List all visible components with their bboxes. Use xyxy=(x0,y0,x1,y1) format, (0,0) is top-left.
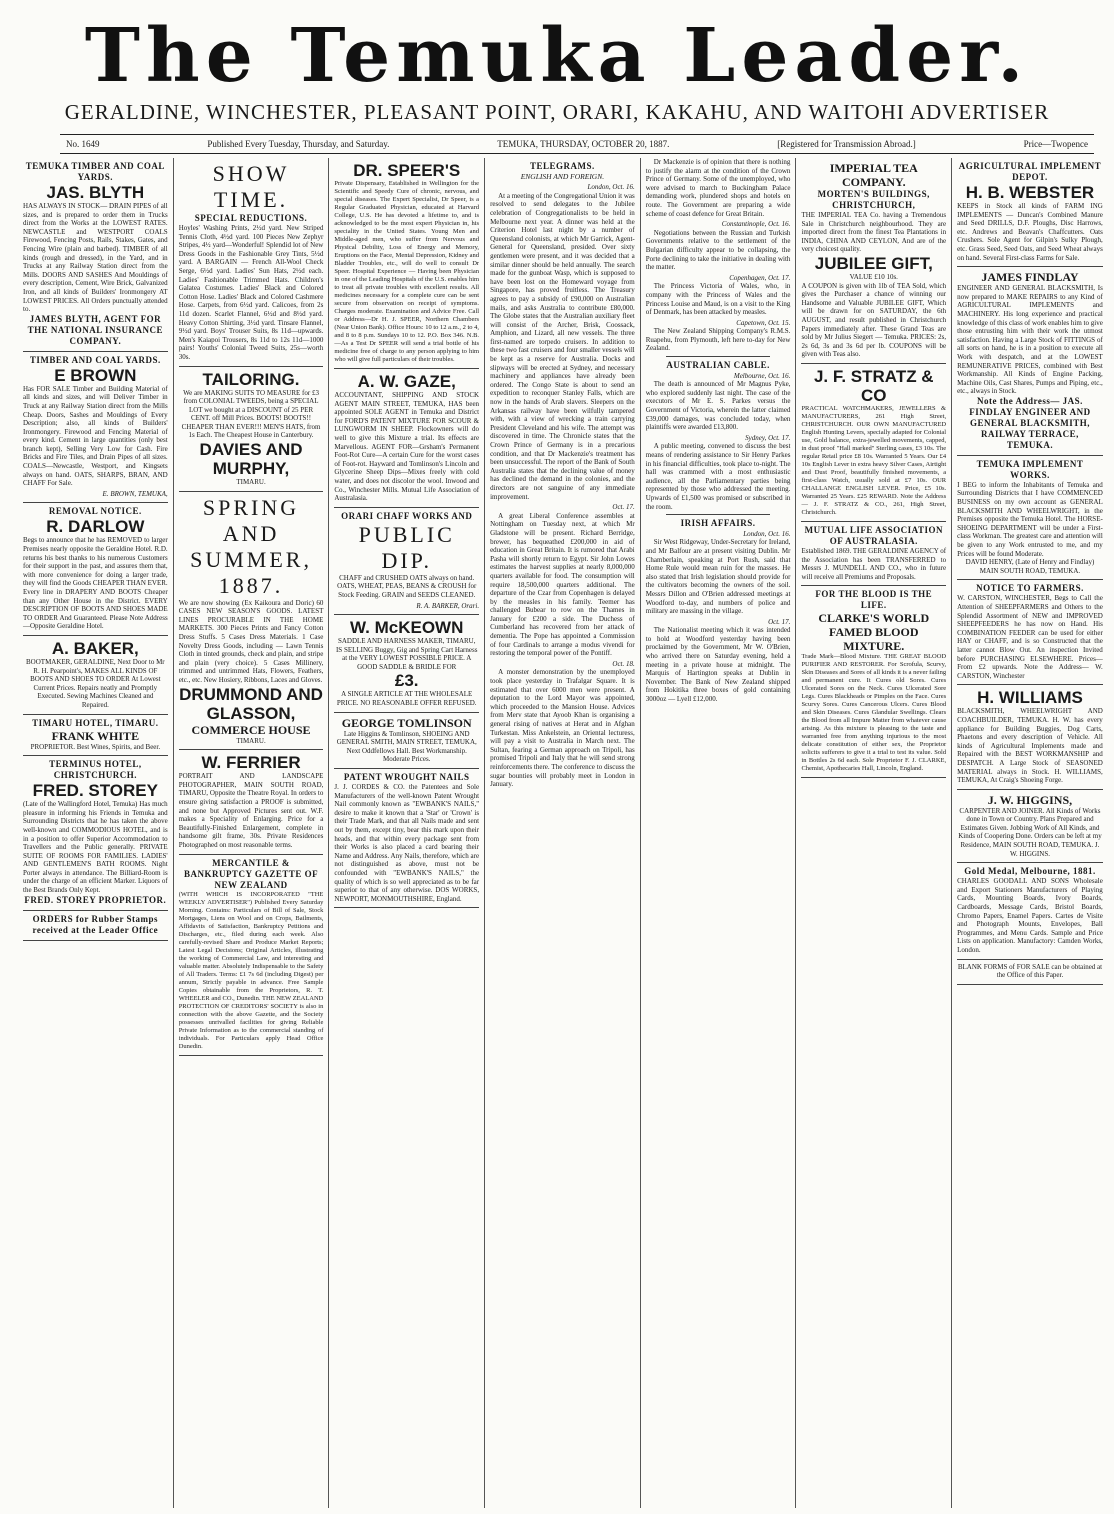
column-7 xyxy=(952,158,1108,1508)
section-heading: IRISH AFFAIRS. xyxy=(680,518,756,529)
ad-findlay xyxy=(957,267,1103,456)
ad-heading: Gold Medal, Melbourne, 1881. xyxy=(964,866,1096,877)
ad-body: SADDLE AND HARNESS MAKER, TIMARU, IS SELLING Buggy, Gig and Spring Cart Harness at the VERY LOWEST POSSIBLE PRICE. A GOOD SADDLE & BRIDLE FOR xyxy=(335,637,478,671)
ad-price: £3. xyxy=(394,671,419,691)
ad-carston xyxy=(957,580,1103,685)
ad-name: FRED. STOREY xyxy=(32,781,158,801)
ad-gazette xyxy=(179,855,324,1056)
ad-mckeown xyxy=(334,615,479,713)
article-text: The New Zealand Shipping Company's R.M.S. Ruapehu, from Plymouth, left here to-day for New Zealand. xyxy=(645,327,791,353)
ad-tailoring xyxy=(179,367,324,492)
ad-orari-chaff xyxy=(334,508,479,615)
ad-body: ACCOUNTANT, SHIPPING AND STOCK AGENT MAIN STREET, TEMUKA, HAS been appointed SOLE AGENT in Temuka and District for FORD'S PATENT MIXTURE FOR SCOUR & LUNGWORM IN SHEEP. Flockowners will do well to give this Mixture a trial. Its effects are Marvellous. AGENT FOR—Grsham's Permanent Foot-Rot Cure—A certain Cure for the worst cases of Foot-rot. Hayward and Tomlinson's Lincoln and Glycerine Sheep Dips—Mixes freely with cold water, and does not discolor the wool. Inwood and Co., Winchester Mills. Mutual Life Association of Australasia. xyxy=(334,391,480,503)
ad-subheading: PUBLIC DIP. xyxy=(358,521,455,573)
ad-heading: MERCANTILE & BANKRUPTCY GAZETTE OF NEW ZEALAND xyxy=(183,857,319,890)
ad-heading: ORARI CHAFF WORKS AND xyxy=(341,510,473,521)
ad-body: BOOTMAKER, GERALDINE, Next Door to Mr R. H. Pearpoint's, MAKES ALL KINDS OF BOOTS AND SHOES TO ORDER At Lowest Current Prices. Repairs neatly and Promptly Executed. Sewing Machines Cleaned and Repaired. xyxy=(26,657,165,709)
newspaper-title: The Temuka Leader. xyxy=(84,13,1030,99)
ad-body: KEEPS in Stock all kinds of FARM ING IMPLEMENTS — Duncan's Combined Manure and Seed DRILLS, D.F. Ploughs, Disc Harrows, etc. Andrews and Beavan's Chaffcutters. Oats Crushers. Sole Agent for Gilpin's Sulky Plough, etc. Grass Seed, Seed Oats, and Seed Wheat always on hand. Several First-class Farms for Sale. xyxy=(957,202,1103,262)
ad-heading: SHOW TIME. xyxy=(212,161,290,212)
dateline-place: Constantinople, Oct. 16. xyxy=(721,220,791,229)
ad-name: R. DARLOW xyxy=(46,517,145,537)
ad-body: We are MAKING SUITS TO MEASURE for £3 from COLONIAL TWEEDS, being a SPECIAL LOT we bought at a DISCOUNT of 25 PER CENT. off Mill Prices. BOOTS! BOOTS!! CHEAPER THAN EVER!!! MEN'S HATS, from 1s Each. The Cheapest House in Canterbury. xyxy=(181,388,321,440)
ad-williams xyxy=(957,685,1103,789)
ad-signature: JAMES BLYTH, AGENT FOR THE NATIONAL INSURANCE COMPANY. xyxy=(27,313,164,346)
ad-spring-summer xyxy=(179,492,324,751)
ad-name: GEORGE TOMLINSON xyxy=(341,715,472,730)
ad-speer xyxy=(334,158,479,369)
dateline xyxy=(60,134,1094,154)
ad-body: (Late of the Wallingford Hotel, Temuka) Has much pleasure in informing his Friends in Temuka and Surrounding Districts that he has taken the above well-known and COMMODIOUS HOTEL, and is in a position to offer Superior Accommodation to Travellers and the Public generally. PRIVATE SUITE OF ROOMS FOR FAMILIES. LADIES' AND GENTLEMEN'S BATH ROOMS. Night Porter always in attendance. The Billiard-Room is under the charge of an efficient Marker. Liquors of the Best Brands Only Kept. xyxy=(23,800,168,895)
ad-imperial-tea xyxy=(801,158,946,364)
column-3 xyxy=(329,158,485,1508)
article-text: Dr Mackenzie is of opinion that there is nothing to justify the alarm at the condition of the Crown Prince of Germany. Some of the unemployed, who were advised to march to Buckingham Palace demanding work, plundered shops and hotels en route. The Government are preparing a wide scheme of coast defence for Great Britain. xyxy=(645,158,791,218)
ad-heading: PATENT WROUGHT NAILS xyxy=(343,772,470,783)
ad-heading: IMPERIAL TEA COMPANY. xyxy=(829,161,918,189)
ad-body: Has FOR SALE Timber and Building Material of all kinds and sizes, and will Deliver Timber in Truck at any Railway Station direct from the Mills Cheap. Doors, Sashes and Mouldings of Every Description; also, all kinds of Builders' Ironmongery. Firewood and Fencing Material of every kind. Cement in large quantities (only best branch kept), Selling Very Low for Cash. Fire Bricks and Fire Tiles, and Drain Pipes of all sizes. COALS—Newcastle, Westport, and Kingsets always on hand. OATS, SHARPS, BRAN, AND CHAFF For Sale. xyxy=(23,384,168,488)
ad-name: H. B. WEBSTER xyxy=(965,183,1095,202)
masthead xyxy=(0,0,1114,128)
article-text: At a meeting of the Congregational Union it was resolved to send delegates to the Jubilee celebration of Congregationalists to be held in Melbourne next year. A dinner was held at the Criterion Hotel last night by a number of Queensland colonists, at which Mr Garrick, Agent-General for Queensland, presided. Over sixty gentlemen were present, and it was decided that a similar dinner should be held annually. The search made for the gunboat Wasp, which is supposed to have been lost on the Homeward voyage from Singapore, has proved fruitless. The Treasury agrees to pay a subsidy of £90,000 on Australian mails, and asks Australia to contribute £80,000. The Globe states that the Australian auxiliary fleet will consist of the Archer, Brisk, Coossack, Amphion, and Lizard, all new vessels. The three first-named are torpedo cruisers. In addition to these two fast cruisers and four smaller vessels will be kept as a reserve for Australia. Docks and slipways will be erected at Sydney, and necessary machinery and appliances have already been ordered. The Congo State is about to send an expedition to reconquer Stanley Falls, which are now in the hands of Arab slavers. Sleepers on the Arkansas railway have been wilfully tampered with, with a view of wrecking a train carrying President Cleveland and his wife. The attempt was discovered in time. The Chronicle states that the Crown Prince of Germany is in a precarious condition, and that Dr Mackenzie's treatment has been unsuccessful. The report of the Bank of South Australia states that the declining value of money has declined the demand in the colonies, and the directors are not sanguine of any immediate improvement. xyxy=(490,191,635,501)
ad-darlow xyxy=(23,503,168,636)
dateline-place: Oct. 17. xyxy=(612,503,635,512)
ad-body: BLANK FORMS of FOR SALE can be obtained at the Office of this Paper. xyxy=(957,962,1103,980)
ad-body: ORDERS for Rubber Stamps received at the Leader Office xyxy=(32,913,159,935)
ad-storey xyxy=(23,756,168,911)
ad-name: H. WILLIAMS xyxy=(977,688,1083,708)
ad-clarke-blood-mixture xyxy=(801,586,946,778)
ad-body: CHAFF and CRUSHED OATS always on hand. OATS, WHEAT, PEAS, BEANS & CROUSH for Stock Feeding. GRAIN and SEEDS CLEANED. xyxy=(337,573,477,599)
ad-body: BLACKSMITH, WHEELWRIGHT AND COACHBUILDER, TEMUKA. H. W. has every appliance for Building Buggies, Dog Carts, Phaetons and every description of Vehicle. All kinds of Agricultural Implements made and Repaired with the BEST WORKMANSHIP and DESPATCH. A Large Stock of SEASONED MATERIAL always in Stock. H. WILLIAMS, TEMUKA, At Craig's Shoeing Forge. xyxy=(957,707,1103,785)
ad-name: DR. SPEER'S xyxy=(353,161,461,180)
ad-body: Late Higgins & Tomlinson, SHOEING AND GENERAL SMITH, MAIN STREET, TEMUKA, Next Oddfellows Hall. Best Workmanship. Moderate Prices. xyxy=(336,729,477,764)
ad-subheading: MORTEN'S BUILDINGS, CHRISTCHURCH, xyxy=(817,189,930,210)
ad-subheading: COMMERCE HOUSE xyxy=(191,722,311,737)
ad-body: CHARLES GOODALL AND SONS Wholesale and Export Stationers Manufacturers of Playing Cards, Mounting Boards, Ivory Boards, Cardboards, Message Cards, Bristol Boards, Chromo Papers, Enamel Papers. Cartes de Visite and Photograph Mounts, Envelopes, Ball Programmes, and Menu Cards. Sample and Price Lists on application. Manufactory: Camden Works, London. xyxy=(957,877,1103,954)
article-text: The Princess Victoria of Wales, who, in company with the Princess of Wales and the Princess Louise and Maud, is on a visit to the King of Denmark, has been attacked by measles. xyxy=(645,282,791,317)
ad-body: ENGINEER AND GENERAL BLACKSMITH, Is now prepared to MAKE REPAIRS to any Kind of AGRICULTURAL IMPLEMENTS and MACHINERY. His long experience and practical knowledge of this class of work enables him to give those entrusting him with their work the utmost satisfaction. Having a Large Stock of FITTINGS of all sorts on hand, he is in a position to execute all Work with despatch, and at the LOWEST REMUNERATIVE PRICES, combined with Best Workmanship. All Kinds of Engine Packing, Machine Oils, Cast Shares, Pumps and Piping, etc., etc., always in Stock. xyxy=(957,284,1103,396)
article-text: Sir West Ridgeway, Under-Secretary for Ireland, and Mr Balfour are at present visiting Dublin. Mr Chamberlain, speaking at Port Rush, said that Home Rule would mean ruin for the masses. He also stated that Irish legislation should provide for the cultivators becoming the owners of the soil. Messrs Dillon and O'Brien addressed meetings at Woodford to-day, and numbers of police and military are massing in the village. xyxy=(645,538,791,616)
ad-name: W. FERRIER xyxy=(201,753,301,773)
ad-name: E BROWN xyxy=(54,365,137,385)
ad-body: I BEG to inform the Inhabitants of Temuka and Surrounding Districts that I have COMMENCED BUSINESS on my own account as GENERAL BLACKSMITH AND WHEELWRIGHT, in the Premises opposite the Temuka Hotel. The HORSE-SHOEING DEPARTMENT will be under a First-class Workman. The greatest care and attention will be given to any Work entrusted to me, and my Prices will be found Moderate. xyxy=(957,480,1103,558)
ad-heading: SPRING AND SUMMER, 1887. xyxy=(190,494,312,598)
article-text: The death is announced of Mr Magnus Pyke, who explored suddenly last night. The case of the executors of Mr E. S. Parkes versus the Government of Victoria, wherein the latter claimed £39,000 damages, was concluded today, when plaintiffs were awarded £13,800. xyxy=(645,380,791,432)
ad-heading: TEMUKA IMPLEMENT WORKS. xyxy=(976,458,1084,480)
divider xyxy=(666,514,771,515)
newspaper-subtitle: GERALDINE, WINCHESTER, PLEASANT POINT, ORARI, KAKAHU, AND WAITOHI ADVERTISER xyxy=(64,100,1050,124)
article-text: The Nationalist meeting which it was intended to hold at Woodford yesterday having been proclaimed by the Government, Mr W. O'Brien, who arrived there on Saturday evening, held a meeting in a private house at midnight. The Marquis of Hartington speaks at Dublin in November. The Bank of New Zealand shipped from Hokitika three boxes of gold containing 3000oz — Lyell £12,000. xyxy=(645,626,791,704)
divider xyxy=(666,356,771,357)
dateline-place: London, Oct. 16. xyxy=(587,183,635,192)
ad-goodall xyxy=(957,863,1103,959)
ad-show-time xyxy=(179,158,324,367)
issue-number: No. 1649 xyxy=(66,139,100,149)
dateline-place: Oct. 17. xyxy=(768,617,791,626)
issue-date: TEMUKA, THURSDAY, OCTOBER 20, 1887. xyxy=(497,139,670,149)
ad-stratz xyxy=(801,364,946,522)
ad-heading: REMOVAL NOTICE. xyxy=(48,506,142,517)
ad-subheading: SPECIAL REDUCTIONS. xyxy=(194,213,308,223)
ad-stamps xyxy=(23,911,168,941)
ad-heading: TAILORING. xyxy=(202,369,300,389)
publication-schedule: Published Every Tuesday, Thursday, and Saturday. xyxy=(207,139,390,149)
column-5 xyxy=(641,158,797,1508)
ad-nails xyxy=(334,769,479,908)
ad-body-tail: A SINGLE ARTICLE AT THE WHOLESALE PRICE. NO REASONABLE OFFER REFUSED. xyxy=(336,690,477,708)
ad-mutual-life xyxy=(801,522,946,586)
ad-brown xyxy=(23,352,168,504)
ad-heading: TIMBER AND COAL YARDS. xyxy=(29,354,161,365)
ad-tomlinson xyxy=(334,713,479,769)
ad-signature: DAVID HENRY, (Late of Henry and Findlay) MAIN SOUTH ROAD, TEMUKA. xyxy=(965,558,1095,575)
article-text: A great Liberal Conference assembles at Nottingham on Tuesday next, at which Mr Gladstone will be present. Richard Berridge, brewer, has bequeathed £200,000 in aid of education in Great Britain. It is rumored that Arabi Pasha will shortly return to Egypt. Sir John Lowes estimates the harvest supplies at nearly 8,000,000 quarters available for food. The consumption will require 18,500,000 quarters additional. The departure of the Czar from Copenhagen is delayed by the measles in his family. Teemer has challenged Bubear to row on the Thames in January for £200 a side. The Duchess of Cumberland has recovered from her attack of dementia. The Pope has appointed a Commission of four Cardinals to arrange a modus vivendi for restoring the temporal power of the Pontiff. xyxy=(490,511,635,658)
ad-gaze xyxy=(334,369,479,508)
section-heading: TELEGRAMS. xyxy=(530,161,595,171)
ad-name: J. W. HIGGINS, xyxy=(987,792,1073,807)
ad-body: (WITH WHICH IS INCORPORATED "THE WEEKLY ADVERTISER") Published Every Saturday Morning. Contains: Particulars of Bill of Sale, Stock Mortgages, Liens on Wool and on Crops, Bailments, Affidavits of Satisfaction, Bankruptcy Petitions and Discharges, etc., filed during each week. Also carefully-revised Share and Produce Market Reports; Latest Legal Decisions; Original Articles, illustrating the working of Commercial Law, and interesting and valuable matter. Absolutely Indispensable to the Safety of All Traders. Terms: £1 7s 6d (including Digest) per annum, Strictly payable in advance. Free Sample Copies obtainable from the Proprietors, R. T. WHEELER and CO., Dunedin. THE NEW ZEALAND PROTECTION OF CREDITORS' SOCIETY is also in connection with the above Gazette, and the Society possesses unrivalled facilities for giving Reliable Private Information as to the commercial standing of individuals. For Particulars apply Head Office Dunedin. xyxy=(178,890,324,1050)
article-text: Negotiations between the Russian and Turkish Governments relative to the settlement of the Bulgarian difficulty appear to be collapsing, the Porte declining to take the initiative in dealing with the matter. xyxy=(645,228,791,272)
column-4 xyxy=(485,158,641,1508)
ad-body: A COUPON is given with 1lb of TEA Sold, which gives the Purchaser a chance of winning our Handsome and Valuable JUBILEE GIFT, Which will be drawn for on SATURDAY, the 6th AUGUST, and result published in Christchurch Papers immediately after. These Grand Teas are sold by Mr Julius Siegert — Temuka. PRICES: 2s, 2s 6d, 3s and 3s 6d per lb. COUPONS will be given with Teas also. xyxy=(801,281,947,359)
ad-name: FRANK WHITE xyxy=(51,728,140,743)
ad-body: Private Dispensary, Established in Wellington for the Scientific and Speedy Cure of chronic, nervous, and special diseases. The Expert Specialist, Dr Speer, is a Regular Graduated Physician, educated at Harvard College, U.S. He has devoted a lifetime to, and is acknowledged to be the most expert Physician in, his speciality in the United States. Young Men and Middle-aged men, who suffer from Nervous and Physical Debility, Loss of Energy and Memory, Eruptions on the Face, Mental Depression, Kidney and Bladder Troubles, etc., will do well to consult Dr Speer. Hospital Experience — Having been Physician in one of the Leading Hospitals of the U.S. enables him to treat all private troubles with excellent results. All medicines necessary for a complete cure can be sent secure from observation on receipt of symptoms. Charges moderate. Examination and Advice Free. Call or Address—Dr H. J. SPEER, Northern Chambers (Near Union Bank). Office Hours: 10 to 12 a.m., 2 to 4, and 8 to 8 p.m. Sundays 10 to 12. P.O. Box 346. N.B.—As a Test Dr SPEER will send a trial bottle of his medicine free of charge to any person applying to him who will give full particulars of their troubles. xyxy=(334,180,480,363)
ad-name: DRUMMOND AND GLASSON, xyxy=(179,684,323,723)
dateline-place: London, Oct. 16. xyxy=(743,529,791,538)
ad-signature: Note the Address— JAS. FINDLAY ENGINEER AND GENERAL BLACKSMITH, RAILWAY TERRACE, TEMUKA. xyxy=(969,395,1091,450)
ad-place: TIMARU. xyxy=(236,478,266,487)
column-2 xyxy=(174,158,330,1508)
ad-body: Begs to announce that he has REMOVED to larger Premises nearly opposite the Geraldine Hotel. R.D. returns his best thanks to his numerous Customers for their support in the past, and assures them that, with more convenience for doing a larger trade, they will find the Goods CHEAPER THAN EVER. Every line in DRAPERY AND BOOTS Cheaper than any Other House in the District. EVERY DESCRIPTION OF BOOTS AND SHOES MADE TO ORDER And Guaranteed. Please Note Address—Opposite Geraldine Hotel. xyxy=(23,536,168,631)
ad-name: JAS. BLYTH xyxy=(46,183,145,202)
section-heading: AUSTRALIAN CABLE. xyxy=(666,360,770,371)
ad-heading: MUTUAL LIFE ASSOCIATION OF AUSTRALASIA. xyxy=(804,524,943,546)
columns xyxy=(18,158,1108,1508)
ad-name: DAVIES AND MURPHY, xyxy=(199,440,303,479)
ad-body: THE IMPERIAL TEA Co. having a Tremendous Sale in Christchurch neighbourhood. They are imported direct from the finest Tea Plantations in INDIA, CHINA AND CEYLON, And are of the very choicest quality. xyxy=(801,211,947,254)
dateline-place: Copenhagen, Oct. 17. xyxy=(729,273,791,282)
column-1 xyxy=(18,158,174,1508)
ad-higgins xyxy=(957,790,1103,864)
ad-body: PORTRAIT AND LANDSCAPE PHOTOGRAPHER, MAIN SOUTH ROAD, TIMARU, Opposite the Theatre Royal. In orders to ensure giving satisfaction a PROOF is submitted, and none but Approved Pictures sent out. W.F. makes a Speciality of Enlarging. Price for a Beautifully-Finished Enlargement, complete in handsome gilt frame, 30s. Private Residences Photographed on most reasonable terms. xyxy=(178,772,324,849)
ad-price: VALUE £10 10s. xyxy=(849,272,898,281)
ad-webster xyxy=(957,158,1103,267)
dateline-place: Sydney, Oct. 17. xyxy=(745,433,791,442)
dateline-place: Melbourne, Oct. 16. xyxy=(733,371,791,380)
ad-name: J. F. STRATZ & CO xyxy=(813,366,934,405)
ad-body: We are now showing (Ex Kaikoura and Doric) 60 CASES NEW SEASON'S GOODS. LATEST LINES PROCURABLE IN THE HOME MARKETS. 300 Pieces Prints and Fancy Cotton Dress Stuffs. 5 Cases Dress Materials. 1 Case Novelty Dress Goods, including — Lawn Tennis Cloth in tinted grounds, check and plain, and stripe and plain (very choice). 5 Cases Millinery, trimmed and untrimmed Hats, Flowers, Feathers, etc., etc. New Hosiery, Ribbons, Laces and Gloves. xyxy=(178,598,324,684)
column-6 xyxy=(796,158,952,1508)
ad-heading: AGRICULTURAL IMPLEMENT DEPOT. xyxy=(958,161,1102,182)
ad-signature: FRED. STOREY PROPRIETOR. xyxy=(24,894,167,905)
ad-body: PRACTICAL WATCHMAKERS, JEWELLERS & MANUFACTURERS, 261 High Street, CHRISTCHURCH. OUR OWN MANUFACTURED English Hunting Levers, specially adapted for Colonial use, Gold balance, extra-jewelled movements, capped, in dust proof "Hall marked" Sterling cases, £3 10s. The regular Retail price £8 10s. Warranted 5 Years. Our £4 10s English Lever in extra heavy Silver Cases, Airtight and Dust Proof, beautifully finished movements, a first-class Watch, usually sold at £7 10s. OUR CHALLANGE ENGLISH LEVER. Price, £5 10s. Warranted 25 Years. £25 REWARD. Note the Address— J. F. STRATZ & CO., 261, High Street, Christchurch. xyxy=(801,404,947,516)
ad-body: Hoyles' Washing Prints, 2½d yard. New Striped Tennis Cloth, 4½d yard. 100 Pieces New Zephyr Stripes, 4½ yard—Wonderful! Splendid lot of New Dress Goods in the Fashionable Grey Tints, 5½d yard. A BARGAIN — French All-Wool Check Serge, 6½d yard. Ladies' Sun Hats, 2½d each. Ladies' Fashionable Trimmed Hats. Children's Galatea Costumes. Ladies' Black and Colored Cotton Hose. Ladies' Black and Colored Cashmere Hose. Carpets, from 6½d yard. Calicoes, from 2s 11d dozen. Scarlet Flannel, 6½d and 8½d yard. Heavy Cotton Shirting, 3½d yard. Tinsare Flannel, 9½d yard. Boys' Trouser Suits, 8s 11d—upwards. Men's Kaiapoi Trousers, 8s 11d to 12s 11d—1000 pairs! Youths' Colonial Tweed Suits, 25s—worth 30s. xyxy=(178,224,324,361)
ad-timaru-hotel xyxy=(23,715,168,757)
ad-signature: E. BROWN, TEMUKA, xyxy=(102,489,168,498)
article-text: A public meeting, convened to discuss the best means of rendering assistance to Sir Henry Parkes in his financial difficulties, took place to-night. The hall was crammed with a most enthusiastic audience, all the Parliamentary parties being represented by those who addressed the meeting. Upwards of £1,500 was promised or subscribed in the room. xyxy=(645,442,791,511)
ad-heading: NOTICE TO FARMERS. xyxy=(976,583,1084,594)
ad-body: W. CARSTON, WINCHESTER, Begs to Call the Attention of SHEEPFARMERS and Others to the Splendid Assortment of NEW and IMPROVED SHEEPFEEDERS he has now on Hand. His COMBINATION FEEDER can be used for either HAY or CHAFF, and is so Constructed that the latter cannot Blow Out. An inspection Invited before PURCHASING ELSEWHERE. Prices—From £2 upwards. Note the Address— W. CARSTON, Winchester xyxy=(957,594,1103,680)
ad-name: JUBILEE GIFT, xyxy=(814,253,933,273)
ad-heading: TIMARU HOTEL, TIMARU. xyxy=(32,717,159,728)
registration-note: [Registered for Transmission Abroad.] xyxy=(777,139,916,149)
issue-price: Price—Twopence xyxy=(1023,139,1088,149)
ad-body: J. J. CORDES & CO. the Patentees and Sole Manufacturers of the well-known Patent Wrought Nail commonly known as "EWBANK'S NAILS," desire to make it known that a 'Star' or 'Crown' is their Trade Mark, and that all Nails made and sent out by them, except tiny, bear this mark upon their heads, and that within every package sent from their Works is also placed a card bearing their Name and Address. Any Nails, therefore, which are not distinguished as above, must not be confounded with "EWBANK'S NAILS," the quality of which is so well appreciated as to be far superior to that of any otherwise. DOS WORKS, NEWPORT, MONMOUTHSHIRE, England. xyxy=(334,783,480,903)
ad-implement-works xyxy=(957,456,1103,581)
ad-name: A. W. GAZE, xyxy=(357,372,456,391)
ad-blank-forms xyxy=(957,960,1103,985)
ad-signature: R. A. BARKER, Orari. xyxy=(416,601,480,610)
article-text: A monster demonstration by the unemployed took place yesterday in Trafalgar Square. It is estimated that over 6000 men were present. A deputation to the Lord Mayor was appointed, which proceeded to the Mansion House. Advices from Merv state that Ayoob Khan is organising a general rising of natives at Herat and in Afghan Turkestan. Miss Ankelstein, an Oriental lecturess, will pay a visit to Australia in March next. The Sultan, fearing a German approach on Tripoli, has promised Tripoli and Italy that he will send strong reinforcements there. The conference to discuss the sugar bounties will probably meet in London in January. xyxy=(490,668,635,789)
section-subheading: ENGLISH AND FOREIGN. xyxy=(520,171,605,181)
ad-body: HAS ALWAYS IN STOCK— DRAIN PIPES of all sizes, and is prepared to order them in Trucks direct from the Works at the LOWEST RATES. NEWCASTLE and WESTPORT COALS Firewood, Fencing Posts, Rails, Stakes, Gates, and Fencing Wire (plain and barbed). TIMBER of all kinds (rough and dressed), in the Yard, and in Trucks at any Railway Station direct from the Mills. DOORS AND SASHES And Mouldings of every description, Cement, Wire Brick, Galvanized Iron, and all kinds of Builders' Ironmongery AT LOWEST PRICES. All Orders punctually attended to. xyxy=(23,202,168,314)
ad-name: CLARKE'S WORLD FAMED BLOOD MIXTURE. xyxy=(818,611,930,654)
ad-body: PROPRIETOR. Best Wines, Spirits, and Beer. xyxy=(30,742,161,751)
ad-body: CARPENTER AND JOINER. All Kinds of Works done in Town or Country. Plans Prepared and Estimates Given. Jobbing Work of All Kinds, and Kinds of Coopering Done. Orders can be left at my Residence, MAIN SOUTH ROAD, TEMUKA. J. W. HIGGINS. xyxy=(958,806,1102,858)
ad-name: A. BAKER, xyxy=(51,638,139,658)
ad-body: Trade Mark—Blood Mixture. THE GREAT BLOOD PURIFIER AND RESTORER. For Scrofula, Scurvy, Skin Diseases and Sores of all kinds it is a never failing and permanent cure. It Cures old Sores. Cures Ulcerated Sores on the Neck. Cures Ulcerated Sore Legs. Cures Blackheads or Pimples on the Face. Cures Scurvy Sores. Cures Cancerous Ulcers. Cures Blood and Skin Diseases. Cures Glandular Swellings. Clears the Blood from all Impure Matter from whatever cause arising. As this mixture is pleasing to the taste and warranted free from anything injurious to the most delicate constitution of either sex, the Proprietor solicits sufferers to give it a trial to test its value. Sold in Bottles 2s 6d each. Sole Proprietor F. J. CLARKE, Chemist, Apothecaries Hall, Lincoln, England. xyxy=(801,653,947,773)
ad-ferrier xyxy=(179,750,324,854)
dateline-place: Capetown, Oct. 15. xyxy=(736,318,791,327)
dateline-place: Oct. 18. xyxy=(612,659,635,668)
ad-blyth xyxy=(23,158,168,352)
ad-place: TIMARU. xyxy=(236,736,266,745)
ad-heading: TEMUKA TIMBER AND COAL YARDS. xyxy=(25,161,165,182)
ad-name: JAMES FINDLAY xyxy=(981,270,1079,285)
ad-heading: FOR THE BLOOD IS THE LIFE. xyxy=(815,589,933,611)
ad-name: W. McKEOWN xyxy=(350,618,464,638)
ad-baker xyxy=(23,636,168,715)
ad-body: Established 1869. THE GERALDINE AGENCY of the Association has been TRANSFERRED to Messrs J. MUNDELL AND CO., who in future will receive all Premiums and Proposals. xyxy=(801,546,947,581)
ad-heading: TERMINUS HOTEL, CHRISTCHURCH. xyxy=(49,759,142,781)
